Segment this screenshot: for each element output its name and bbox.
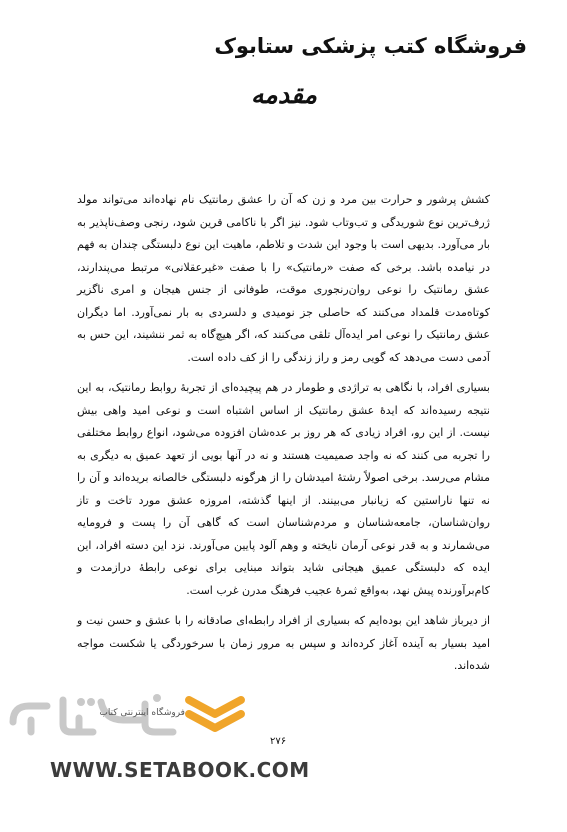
- paragraph-3: از دیرباز شاهد این بوده‌ایم که بسیاری از افراد رابطه‌ای صادقانه را با عشق و حسن نیت و امید بسیار به آینده آغاز کرده‌اند و سپس به مرور زمان با سرخوردگی یا شکست مواجه شده‌اند.: [77, 614, 490, 672]
- watermark-subtitle: فروشگاه اینترنتی کتاب: [99, 708, 185, 718]
- watermark-url: WWW.SETABOOK.COM: [50, 758, 310, 782]
- page-number: ۲۷۶: [270, 736, 287, 747]
- chapter-title: مقدمه: [251, 80, 317, 109]
- body-text: [77, 189, 490, 686]
- store-header-title: فروشگاه کتب پزشکی ستابوک: [214, 34, 527, 58]
- setabook-watermark: [0, 690, 310, 782]
- paragraph-1: کشش پرشور و حرارت بین مرد و زن که آن را عشق رمانتیک نام نهاده‌اند می‌تواند مولد ژرف‌ترین نوع شوریدگی و تب‌وتاب شود. نیز اگر با ناکامی قرین شود، رنجی وصف‌ناپذیر به بار می‌آورد. بدیهی است با وجود این شدت و تلاطم، ماهیت این نوع دلبستگی چندان به فهم در نیامده باشد. برخی که صفت «رمانتیک» را با صفت «غیرعقلانی» مرتبط می‌پندارند، عشق رمانتیک را نوعی روان‌رنجوری موقت، طوفانی از جنس هیجان و امری ناگزیر کوتاه‌مدت قلمداد می‌کنند که حاصلی جز نومیدی و دلسردی به بار نمی‌آورد. اما دیگران عشق رمانتیک را نوعی امر ایده‌آل تلقی می‌کنند که، اگر هیچ‌گاه به ثمر ننشیند، این حس به آدمی دست می‌دهد که گویی رمز و راز زندگی را از کف داده است.: [77, 193, 490, 364]
- paragraph-2: بسیاری افراد، با نگاهی به تراژدی و طومار در هم پیچیده‌ای از تجربهٔ روابط رمانتیک، به این نتیجه رسیده‌اند که ایدهٔ عشق رمانتیک از اساس اشتباه است و نوعی امید واهی بیش نیست. از این رو، افراد زیادی که هر روز بر عده‌شان افزوده می‌شود، انواع روابط مختلفی را تجربه می کنند که نه واجد صمیمیت هستند و نه در آنها بویی از تعهد عمیق به دیگری به مشام می‌رسد. برخی اصولاً رشتهٔ امیدشان را از هرگونه دلبستگی خالصانه بریده‌اند و آن را نه تنها ناراستین که زیانبار می‌بینند. از اینها گذشته، امروزه عشق مورد تاخت و تاز روان‌شناسان، جامعه‌شناسان و مردم‌شناسان است که گاهی آن را پست و فرومایه می‌شمارند و به قدر نوعی آرمان نایخته و وهم آلود پایین می‌آورند. نزد این دسته افراد، این ایده که دلبستگی عمیق هیجانی شاید بتواند مبنایی برای نوعی رابطهٔ درازمدت و کام‌برآورنده پیش نهد، به‌واقع ثمرهٔ عجیب فرهنگ مدرن غرب است.: [77, 381, 490, 597]
